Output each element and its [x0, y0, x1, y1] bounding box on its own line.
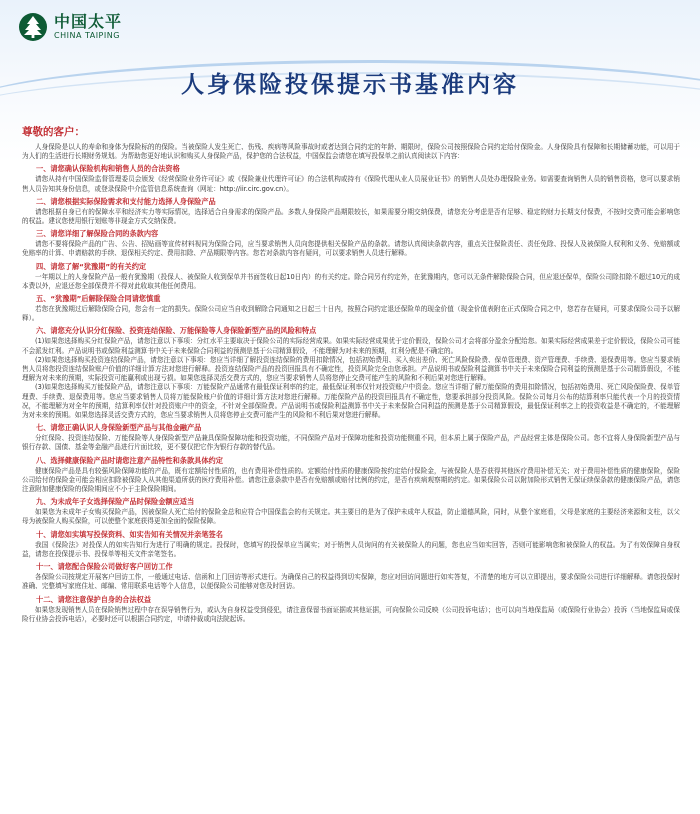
brand-wordmark — [54, 13, 122, 41]
intro — [22, 143, 680, 161]
header — [0, 0, 700, 118]
section-heading: 五、“犹豫期”后解除保险合同请您慎重 — [36, 294, 161, 304]
section-heading: 三、请您详细了解保险合同的条款内容 — [36, 229, 159, 239]
section-paragraph: 请您根据自身已有的保障水平和经济实力等实际情况，选择适合自身需求的保险产品。多数人身保险产品期限较长，如果需要分期交纳保费，请您充分考虑是否有足够、稳定的财力长期支付保费，不按时交费可能会影响您的权益。建议您使用银行划账等非现金方式交纳保费。 — [22, 207, 680, 226]
section-paragraph: (3)如果您选择购买万能保险产品，请您注意以下事项：万能保险产品通常有最低保证利率的约定，最低保证利率仅针对投资账户中资金。您应当详细了解万能保险的费用扣除情况，包括初始费用、死亡风险保险费、保单管理费、手续费、退保费用等。您应当要求销售人员将万能保险账户价值的详细计算方法对您进行解释。万能保险产品的投资回报具有不确定性，您要承担部分投资风险。保险公司每月公布的结算利率只能代表一个月的投资情况，不能理解为对全年的预期，结算利率仅针对投资账户中的资金，不针对全部保险费。产品说明书或保险利益测算书中关于未来保险合同利益的预测是基于公司精算假设，最低保证利率之上的投资收益是不确定的，不能理解为对未来的预期。如果您选择灵活交费方式的，您应当要求销售人员将您停止交费可能产生的风险和不利后果对您进行解释。 — [22, 383, 680, 420]
section — [22, 423, 680, 452]
document-body — [22, 124, 680, 624]
section — [22, 229, 680, 258]
taiping-pine-logo-icon — [18, 12, 48, 42]
section — [22, 262, 680, 291]
section-heading: 九、为未成年子女选择保险产品时保险金额应适当 — [36, 497, 195, 507]
intro-paragraph: 人身保险是以人的寿命和身体为保险标的的保险。当被保险人发生死亡、伤残、疾病等风险事故时或者达到合同约定的年龄、期限时，保险公司按照保险合同约定给付保险金。人身保险具有保障和长期储蓄功能，可以用于为人们的生活进行长期财务规划。为帮助您更好地认识和购买人身保险产品，保护您的合法权益，中国保监会请您在填写投保单之前认真阅读以下内容： — [22, 143, 680, 161]
section-paragraph: 各保险公司按规定开展客户回访工作，一般通过电话、信函和上门回访等形式进行。为确保自己的权益得到切实保障，您应对回访问题进行如实答复，不清楚的地方可以立即提出，要求保险公司进行详细解释。请您投保时准确、完整填写家庭住址、邮编、常用联系电话等个人信息，以便保险公司能够对您及时回访。 — [22, 573, 680, 591]
section-paragraph: 请您从持有中国保险监督管理委员会颁发《经营保险业务许可证》或《保险兼业代理许可证》的合法机构或持有《保险代理从业人员展业证书》的销售人员处办理保险业务。如需要查询销售人员的销售资格，您可以要求销售人员告知其身份信息，或登录保险中介监管信息系统查询（网址：http://iir.circ.gov.cn）。 — [22, 175, 680, 193]
section-body — [22, 508, 680, 526]
section-body — [22, 273, 680, 291]
greeting: 尊敬的客户： — [22, 126, 85, 138]
section-paragraph: 如果您发现销售人员在保险销售过程中存在误导销售行为，或认为自身权益受到侵犯，请注意保留书面证据或其他证据，可向保险公司反映（公司投诉电话）；也可以向当地保监局（或保险行业协会）投诉（当地保监局或保险行业协会投诉电话），必要时还可以根据合同约定，申请仲裁或向法院起诉。 — [22, 605, 680, 623]
section-heading: 六、请您充分认识分红保险、投资连结保险、万能保险等人身保险新型产品的风险和特点 — [36, 326, 317, 336]
section-list — [22, 164, 680, 624]
section-heading: 七、请您正确认识人身保险新型产品与其他金融产品 — [36, 423, 202, 433]
section-paragraph: 健康保险产品是具有较强风险保障功能的产品，既有定额给付性质的，也有费用补偿性质的。定额给付性质的健康保险按约定给付保险金，与被保险人是否获得其他医疗费用补偿无关；对于费用补偿性质的健康保险，保险公司给付的保险金可能会相应扣除被保险人从其他渠道所获的医疗费用补偿。请您注意条款中是否有免赔额或赔付比例的约定，是否有疾病观察期的约定。如果保险公司以附加险形式销售无保证续保条款的健康保险产品，请您注意附加健康保险的保险期间应不小于主险保险期间。 — [22, 466, 680, 494]
section-paragraph: 分红保险、投资连结保险、万能保险等人身保险新型产品兼具保险保障功能和投资功能，不同保险产品对于保障功能和投资功能侧重不同，但本质上属于保险产品，产品经营主体是保险公司。您不宜将人身保险新型产品与银行存款、国债、基金等金融产品进行片面比较，更不要仅把它作为银行存款的替代品。 — [22, 434, 680, 452]
section-body — [22, 208, 680, 226]
section — [22, 456, 680, 495]
section — [22, 595, 680, 624]
section-heading: 十二、请您注意保护自身的合法权益 — [36, 594, 152, 604]
section-body — [22, 541, 680, 559]
section — [22, 294, 680, 323]
section-heading: 十一、请您配合保险公司做好客户回访工作 — [36, 562, 173, 572]
section-heading: 一、请您确认保险机构和销售人员的合法资格 — [36, 164, 180, 174]
section-body — [22, 337, 680, 420]
section-body — [22, 606, 680, 624]
brand-name-en: CHINA TAIPING — [54, 31, 120, 40]
section-body — [22, 175, 680, 193]
brand-logo — [18, 12, 122, 42]
section-paragraph: 如果您为未成年子女购买保险产品，因被保险人死亡给付的保险金总和应符合中国保监会的有关规定。其主要目的是为了保护未成年人权益，防止道德风险，同时，从整个家庭看，父母是家庭的主要经济来源和支柱，以父母为被保险人购买保险，可以使整个家庭获得更加全面的保险保障。 — [22, 508, 680, 526]
section-body — [22, 573, 680, 591]
section-paragraph: 一年期以上的人身保险产品一般有犹豫期（投保人、被保险人收到保单并书面签收日起10日内）的有关约定。除合同另有约定外，在犹豫期内，您可以无条件解除保险合同，但应退还保单，保险公司除扣除不超过10元的成本费以外，应退还您全部保费并不得对此收取其他任何费用。 — [22, 272, 680, 290]
section-body — [22, 434, 680, 452]
document-title: 人身保险投保提示书基准内容 — [181, 72, 519, 98]
section — [22, 530, 680, 559]
section-paragraph: 若您在犹豫期过后解除保险合同，您会有一定的损失。保险公司应当自收到解除合同通知之日起三十日内，按照合同约定退还保险单的现金价值（现金价值表附在正式保险合同之中，您若存在疑问，可要求保险公司予以解释）。 — [22, 305, 680, 323]
section-heading: 十、请您如实填写投保资料、如实告知有关情况并亲笔签名 — [36, 529, 223, 539]
section-paragraph: (1)如果您选择购买分红保险产品，请您注意以下事项：分红水平主要取决于保险公司的实际经营成果。如果实际经营成果优于定价假设，保险公司才会将部分盈余分配给您。如果实际经营成果差于定价假设，保险公司可能不会派发红利。产品说明书或保险利益测算书中关于未来保险合同利益的预测是基于公司精算假设，不能理解为对未来的预期，红利分配是不确定的。 — [22, 337, 680, 355]
section-paragraph: 请您不要将保险产品的广告、公告、招贴画等宣传材料视同为保险合同，应当要求销售人员向您提供相关保险产品的条款。请您认真阅读条款内容，重点关注保险责任、责任免除、投保人及被保险人权利和义务、免赔额或免赔率的计算、申请赔款的手续、退保相关约定、费用扣除、产品期限等内容。您若对条款内容有疑问，可以要求销售人员进行解释。 — [22, 240, 680, 258]
section-body — [22, 467, 680, 495]
section-heading: 八、选择健康保险产品时请您注意产品特性和条款具体约定 — [36, 455, 223, 465]
section-paragraph: 我国《保险法》对投保人的如实告知行为进行了明确的规定。投保时，您填写的投保单应当属实；对于销售人员询问的有关被保险人的问题，您也应当如实回答，否则可能影响您和被保险人的权益。为了有效保障自身权益，请您在投保提示书、投保单等相关文件亲笔签名。 — [22, 540, 680, 558]
section-heading: 四、请您了解“犹豫期”的有关约定 — [36, 261, 147, 271]
section — [22, 326, 680, 420]
section-body — [22, 305, 680, 323]
section-heading: 二、请您根据实际保险需求和支付能力选择人身保险产品 — [36, 196, 216, 206]
section-body — [22, 240, 680, 258]
section — [22, 562, 680, 591]
section — [22, 497, 680, 526]
brand-name-cn: 中国太平 — [54, 12, 123, 31]
section-paragraph: (2)如果您选择购买投资连结保险产品，请您注意以下事项：您应当详细了解投资连结保险的费用扣除情况，包括初始费用、买入卖出差价、死亡风险保险费、保单管理费、资产管理费、手续费、退保费用等。您应当要求销售人员将您投资连结保险账户价值的详细计算方法对您进行解释。投资连结保险产品的投资回报具有不确定性，投资风险完全由您承担。产品说明书或保险利益测算书中关于未来保险合同利益的预测是基于公司精算假设，不能理解为对未来的预期，实际投资可能赢利或出现亏损。如果您选择灵活交费方式的，您应当要求销售人员将您停止交费可能产生的风险和不利后果对您进行解释。 — [22, 355, 680, 383]
section — [22, 164, 680, 193]
section — [22, 197, 680, 226]
